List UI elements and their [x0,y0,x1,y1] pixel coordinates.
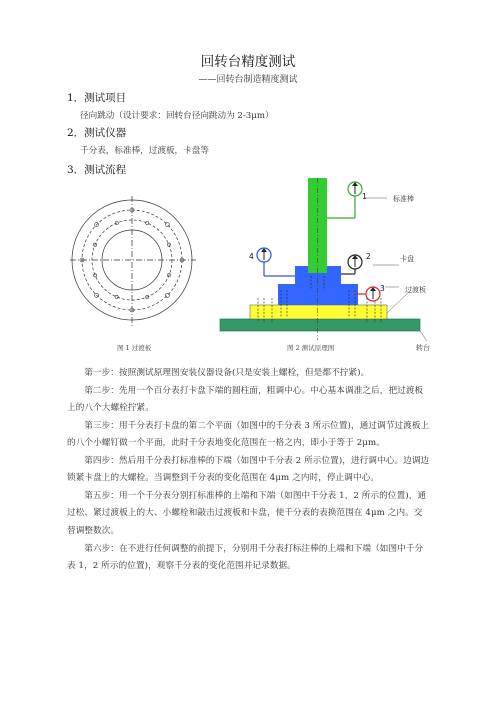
fig1-caption: 图 1 过渡板 [117,344,152,352]
section-body-instruments: 千分表，标准棒，过渡板，卡盘等 [80,146,209,156]
step-5-text: 第五步：用一个千分表分别打标准棒的上端和下端（如图中千分表 1，2 所示的位置)，通过松、紧过渡板上的大、小螺栓和敲击过渡板和卡盘，使千分表的表换范围在 4μm 之内。交替调整数次。 [67,491,427,536]
section-heading-instruments: 2．测试仪器 [67,127,127,139]
label-turntable: 转台 [416,344,430,352]
turntable-shape [220,319,420,331]
step-4-text: 第四步：然后用千分表打标准棒的下端（如图中千分表 2 所示位置)，进行调中心。边调边锁紧卡盘上的大螺栓。当调整到千分表的变化范围在 4μm 之内时，停止调中心。 [67,456,430,484]
label-gauge-4: 4 [249,252,254,261]
fig2-caption: 图 2 测试原理图 [287,344,335,352]
section-heading-items: 1．测试项目 [67,92,127,104]
transition-plate-shape [250,305,387,319]
label-transition-plate: 过渡板 [405,286,426,294]
step-2-text: 第二步：先用一个百分表打卡盘下端的圆柱面，粗调中心。中心基本调准之后，把过渡板上的八个大螺栓拧紧。 [67,386,424,414]
label-chuck: 卡盘 [400,255,414,263]
page-subtitle: ——回转台制造精度测试 [198,75,298,85]
section-heading-process: 3．测试流程 [67,164,127,176]
chuck-lower-shape [278,284,358,305]
label-gauge-3: 3 [380,284,385,293]
step-3-text: 第三步：用千分表打卡盘的第二个平面（如图中的千分表 3 所示位置)，通过调节过渡板上的八个小螺钉做一个平面，此时千分表地变化范围在一格之内，即小于等于 2μm。 [67,421,430,449]
step-1-text: 第一步：按照测试原理图安装仪器设备(只是安装上螺栓，但是都不拧紧)。 [84,368,370,378]
label-standard-rod: 标准棒 [393,195,414,203]
step-6-text: 第六步：在不进行任何调整的前提下，分别用千分表打标注棒的上端和下端（如图中千分表 1，2 所示的位置)，观察千分表的变化范围并记录数据。 [67,544,424,572]
section-body-items: 径向跳动（设计要求：回转台径向跳动为 2-3μm） [80,111,274,121]
transition-plate-diagram [70,184,200,334]
page-title: 回转台精度测试 [200,54,296,70]
label-gauge-2: 2 [366,252,371,261]
label-gauge-1: 1 [362,192,367,201]
